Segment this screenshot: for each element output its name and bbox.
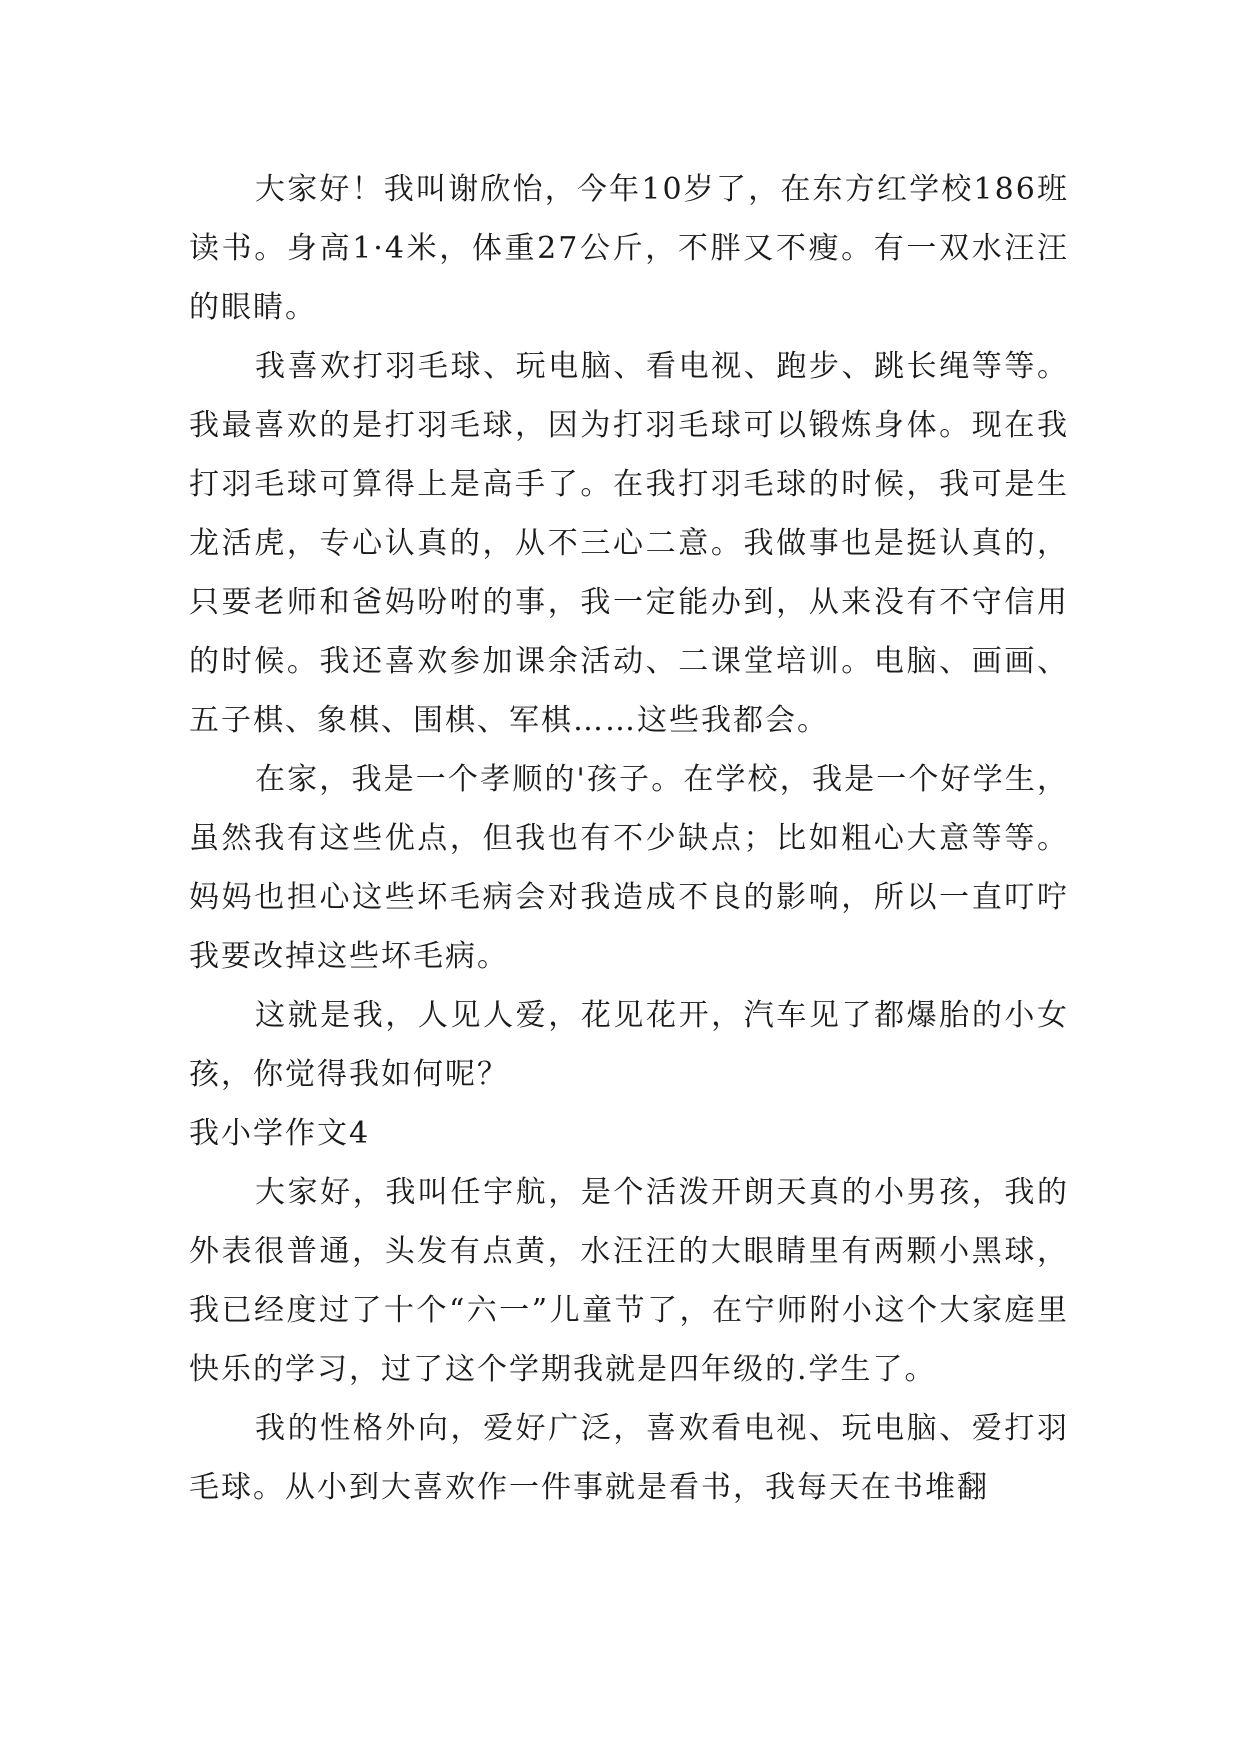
paragraph-character: 在家，我是一个孝顺的'孩子。在学校，我是一个好学生，虽然我有这些优点，但我也有不少缺点；比如粗心大意等等。妈妈也担心这些坏毛病会对我造成不良的影响，所以一直叮咛我要改掉这些坏毛病。 bbox=[189, 762, 1069, 974]
paragraph-personality: 我的性格外向，爱好广泛，喜欢看电视、玩电脑、爱打羽毛球。从小到大喜欢作一件事就是看书，我每天在书堆翻 bbox=[189, 1411, 1069, 1505]
paragraph-intro: 大家好！我叫谢欣怡，今年10岁了，在东方红学校186班读书。身高1·4米，体重27公斤，不胖又不瘦。有一双水汪汪的眼睛。 bbox=[189, 172, 1069, 325]
paragraph-conclusion: 这就是我，人见人爱，花见花开，汽车见了都爆胎的小女孩，你觉得我如何呢？ bbox=[189, 998, 1069, 1092]
document-body bbox=[189, 160, 1069, 1517]
paragraph-hobbies: 我喜欢打羽毛球、玩电脑、看电视、跑步、跳长绳等等。我最喜欢的是打羽毛球，因为打羽毛球可以锻炼身体。现在我打羽毛球可算得上是高手了。在我打羽毛球的时候，我可是生龙活虎，专心认真的，从不三心二意。我做事也是挺认真的，只要老师和爸妈吩咐的事，我一定能办到，从来没有不守信用的时候。我还喜欢参加课余活动、二课堂培训。电脑、画画、五子棋、象棋、围棋、军棋……这些我都会。 bbox=[189, 349, 1069, 738]
paragraph-intro-2: 大家好，我叫任宇航，是个活泼开朗天真的小男孩，我的外表很普通，头发有点黄，水汪汪的大眼睛里有两颗小黑球，我已经度过了十个“六一”儿童节了，在宁师附小这个大家庭里快乐的学习，过了这个学期我就是四年级的.学生了。 bbox=[189, 1175, 1069, 1387]
section-heading: 我小学作文4 bbox=[189, 1116, 371, 1151]
